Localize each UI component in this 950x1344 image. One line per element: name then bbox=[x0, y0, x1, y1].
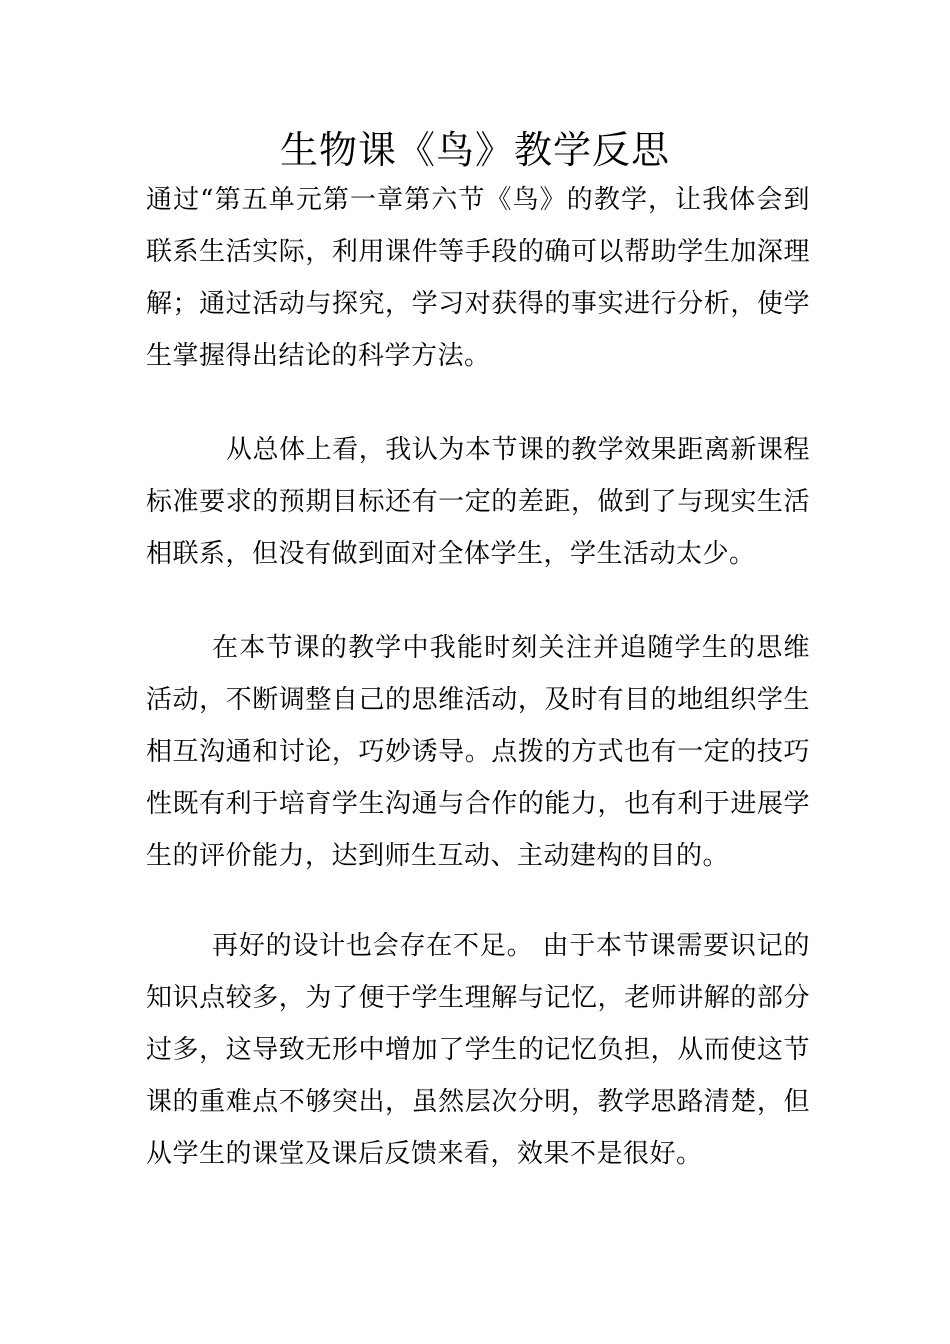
document-title: 生物课《鸟》教学反思 bbox=[279, 128, 670, 172]
paragraph-2: 从总体上看，我认为本节课的教学效果距离新课程标准要求的预期目标还有一定的差距，做到了与现实生活相联系，但没有做到面对全体学生，学生活动太少。 bbox=[146, 435, 810, 569]
paragraph-1: 通过“第五单元第一章第六节《鸟》的教学，让我体会到联系生活实际，利用课件等手段的确可以帮助学生加深理解；通过活动与探究，学习对获得的事实进行分析，使学生掌握得出结论的科学方法。 bbox=[146, 185, 810, 371]
paragraph-4: 再好的设计也会存在不足。 由于本节课需要识记的知识点较多，为了便于学生理解与记忆，老师讲解的部分过多，这导致无形中增加了学生的记忆负担，从而使这节课的重难点不够突出，虽然层次分明，教学思路清楚，但从学生的课堂及课后反馈来看，效果不是很好。 bbox=[146, 931, 810, 1169]
paragraph-3: 在本节课的教学中我能时刻关注并追随学生的思维活动，不断调整自己的思维活动，及时有目的地组织学生相互沟通和讨论，巧妙诱导。点拨的方式也有一定的技巧性既有利于培育学生沟通与合作的能力，也有利于进展学生的评价能力，达到师生互动、主动建构的目的。 bbox=[146, 633, 810, 871]
